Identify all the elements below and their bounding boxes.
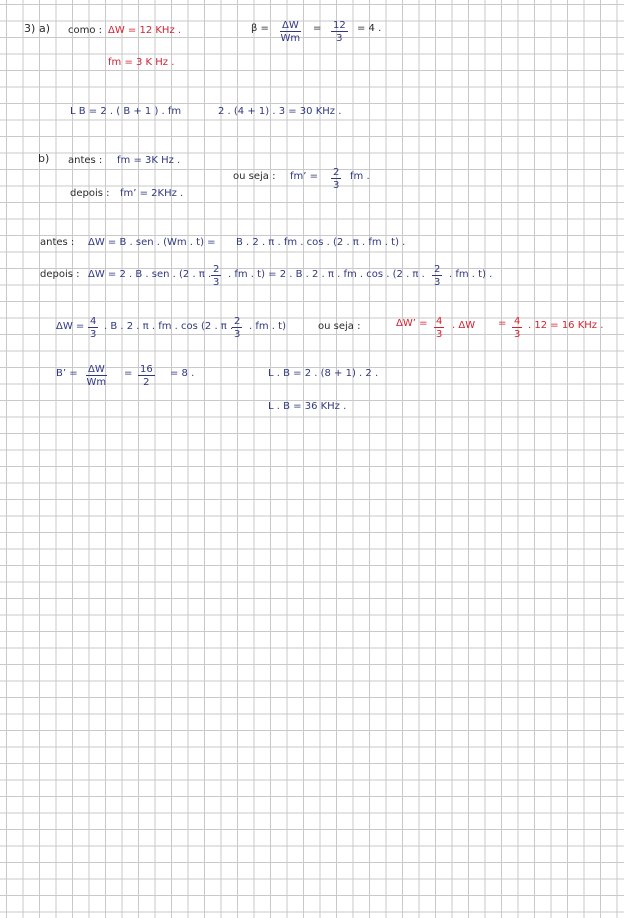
depois-modulation-label: depois : bbox=[40, 269, 80, 280]
bandwidth-result: 2 . (4 + 1) . 3 = 30 KHz . bbox=[218, 106, 342, 117]
fraction-numerator: ΔW bbox=[88, 364, 105, 375]
delta-w-fraction-2 bbox=[232, 316, 242, 340]
result-fraction-1 bbox=[434, 316, 444, 340]
fm-prime-fraction bbox=[331, 167, 341, 191]
beta-prime-eq: = bbox=[124, 368, 133, 379]
result-end: . 12 = 16 KHz . bbox=[528, 320, 604, 331]
fraction-denominator: 3 bbox=[434, 277, 441, 288]
bandwidth-result-2: L . B = 36 KHz . bbox=[268, 401, 347, 412]
fraction-denominator: 2 bbox=[143, 377, 150, 388]
depois-fraction-1 bbox=[211, 264, 221, 288]
antes-fm: fm = 3K Hz . bbox=[117, 155, 181, 166]
fraction-denominator: 3 bbox=[514, 329, 521, 340]
antes-modulation-rhs: B . 2 . π . fm . cos . (2 . π . fm . t) . bbox=[236, 237, 406, 248]
depois-fraction-2 bbox=[432, 264, 442, 288]
question-number: 3) bbox=[24, 22, 36, 35]
beta-result: = 4 . bbox=[357, 23, 382, 34]
fraction-numerator: 2 bbox=[234, 316, 241, 327]
fraction-denominator: 3 bbox=[90, 329, 97, 340]
antes-modulation-label: antes : bbox=[40, 237, 75, 248]
beta-prime-fraction-1 bbox=[86, 364, 107, 388]
delta-w-fraction-1 bbox=[88, 316, 98, 340]
beta-prime-lhs: B’ = bbox=[56, 368, 78, 379]
fraction-numerator: 12 bbox=[333, 20, 346, 31]
fraction-numerator: 16 bbox=[140, 364, 153, 375]
fraction-denominator: 3 bbox=[436, 329, 443, 340]
fraction-numerator: ΔW bbox=[282, 20, 299, 31]
como-label: como : bbox=[68, 25, 103, 36]
fraction-denominator: 3 bbox=[213, 277, 220, 288]
beta-lhs: β = bbox=[251, 23, 269, 34]
bandwidth-formula-2: L . B = 2 . (8 + 1) . 2 . bbox=[268, 368, 379, 379]
fraction-numerator: 4 bbox=[514, 316, 521, 327]
fraction-denominator: Wm bbox=[86, 377, 107, 388]
result-eq: = bbox=[498, 318, 507, 329]
delta-w-value: ΔW = 12 KHz . bbox=[108, 25, 182, 36]
ou-seja-label: ou seja : bbox=[233, 171, 276, 182]
delta-w-mid: . B . 2 . π . fm . cos (2 . π . bbox=[104, 321, 234, 332]
beta-fraction-1 bbox=[280, 20, 301, 44]
delta-w-lhs: ΔW = bbox=[56, 321, 85, 332]
result-mid: . ΔW bbox=[452, 320, 476, 331]
fraction-numerator: 4 bbox=[436, 316, 443, 327]
fraction-denominator: 3 bbox=[234, 329, 241, 340]
fraction-numerator: 2 bbox=[434, 264, 441, 275]
fm-value: fm = 3 K Hz . bbox=[108, 57, 175, 68]
depois-modulation-part3: . fm . t) . bbox=[449, 269, 493, 280]
part-a-label: a) bbox=[39, 22, 51, 35]
fm-prime-rhs: fm . bbox=[350, 171, 370, 182]
fraction-denominator: Wm bbox=[280, 33, 301, 44]
fraction-numerator: 4 bbox=[90, 316, 97, 327]
delta-w-end: . fm . t) bbox=[249, 321, 286, 332]
fraction-numerator: 2 bbox=[333, 167, 340, 178]
fraction-numerator: 2 bbox=[213, 264, 220, 275]
depois-modulation-part2: . fm . t) = 2 . B . 2 . π . fm . cos . (2 . π . bbox=[228, 269, 425, 280]
equals-sign: = bbox=[313, 23, 322, 34]
fraction-denominator: 3 bbox=[333, 180, 340, 191]
result-lhs: ΔW’ = bbox=[396, 318, 428, 329]
bandwidth-formula: L B = 2 . ( B + 1 ) . fm bbox=[70, 106, 182, 117]
beta-prime-fraction-2 bbox=[138, 364, 155, 388]
beta-prime-result: = 8 . bbox=[170, 368, 195, 379]
depois-label: depois : bbox=[70, 188, 110, 199]
result-fraction-2 bbox=[512, 316, 522, 340]
part-b-label: b) bbox=[38, 152, 50, 165]
antes-label: antes : bbox=[68, 155, 103, 166]
antes-modulation-eq: ΔW = B . sen . (Wm . t) = bbox=[88, 237, 216, 248]
depois-modulation-part1: ΔW = 2 . B . sen . (2 . π . bbox=[88, 269, 212, 280]
fm-prime-lhs: fm’ = bbox=[290, 171, 318, 182]
fraction-denominator: 3 bbox=[336, 33, 343, 44]
depois-fm: fm’ = 2KHz . bbox=[120, 188, 184, 199]
ou-seja-label-2: ou seja : bbox=[318, 321, 361, 332]
beta-fraction-2 bbox=[331, 20, 348, 44]
